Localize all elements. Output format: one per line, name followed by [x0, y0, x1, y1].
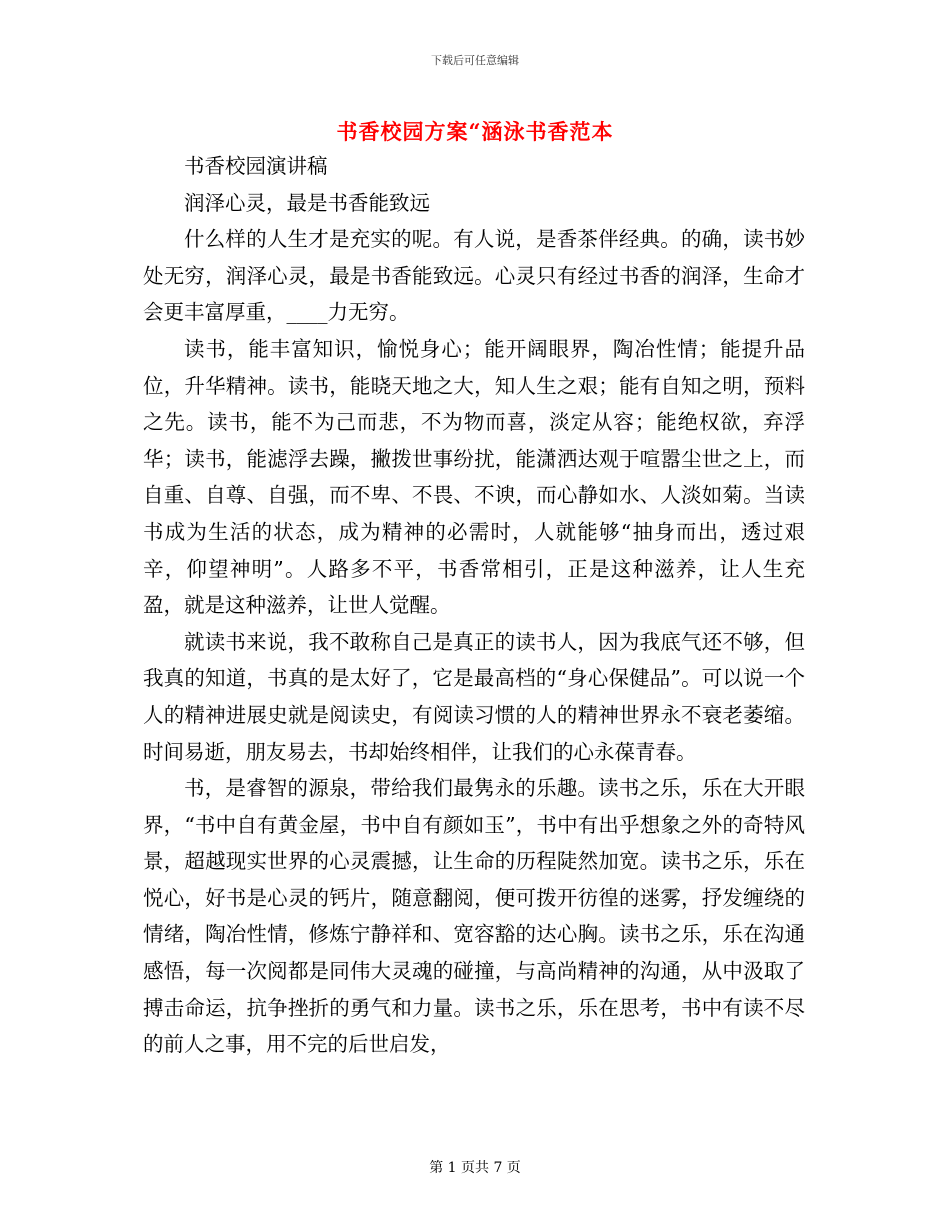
page-header-note: 下载后可任意编辑 [431, 54, 519, 67]
paragraph: 书，是睿智的源泉，带给我们最隽永的乐趣。读书之乐，乐在大开眼界，“书中自有黄金屋，书中自有颜如玉”，书中有出乎想象之外的奇特风景，超越现实世界的心灵震撼，让生命的历程陡然加宽。读书之乐，乐在悦心，好书是心灵的钙片，随意翻阅，便可拨开彷徨的迷雾，抒发缠绕的情绪，陶冶性情，修炼宁静祥和、宽容豁的达心胸。读书之乐，乐在沟通感悟，每一次阅都是同伟大灵魂的碰撞，与高尚精神的沟通，从中汲取了搏击命运，抗争挫折的勇气和力量。读书之乐，乐在思考，书中有读不尽的前人之事，用不完的后世启发， [143, 776, 805, 1057]
page-number: 第 1 页共 7 页 [429, 1160, 521, 1176]
paragraph: 读书，能丰富知识，愉悦身心；能开阔眼界，陶冶性情；能提升品位，升华精神。读书，能晓天地之大，知人生之艰；能有自知之明，预料之先。读书，能不为己而悲，不为物而喜，淡定从容；能绝权欲，弃浮华；读书，能滤浮去躁，撇拨世事纷扰，能潇洒达观于喧嚣尘世之上，而自重、自尊、自强，而不卑、不畏、不谀，而心静如水、人淡如菊。当读书成为生活的状态，成为精神的必需时，人就能够“抽身而出，透过艰辛，仰望神明”。人路多不平，书香常相引，正是这种滋养，让人生充盈，就是这种滋养，让世人觉醒。 [143, 336, 805, 618]
document-body [143, 148, 805, 1063]
paragraph: 就读书来说，我不敢称自己是真正的读书人，因为我底气还不够，但我真的知道，书真的是太好了，它是最高档的“身心保健品”。可以说一个人的精神进展史就是阅读史，有阅读习惯的人的精神世界永不衰老萎缩。时间易逝，朋友易去，书却始终相伴，让我们的心永葆青春。 [143, 629, 805, 764]
document-title: 书香校园方案“涵泳书香范本 [336, 119, 614, 144]
paragraph: 什么样的人生才是充实的呢。有人说，是香茶伴经典。的确，读书妙处无穷，润泽心灵，最是书香能致远。心灵只有经过书香的润泽，生命才会更丰富厚重，____力无穷。 [143, 227, 805, 325]
paragraph-subtitle: 书香校园演讲稿 [184, 154, 328, 178]
paragraph-heading: 润泽心灵，最是书香能致远 [184, 190, 430, 215]
